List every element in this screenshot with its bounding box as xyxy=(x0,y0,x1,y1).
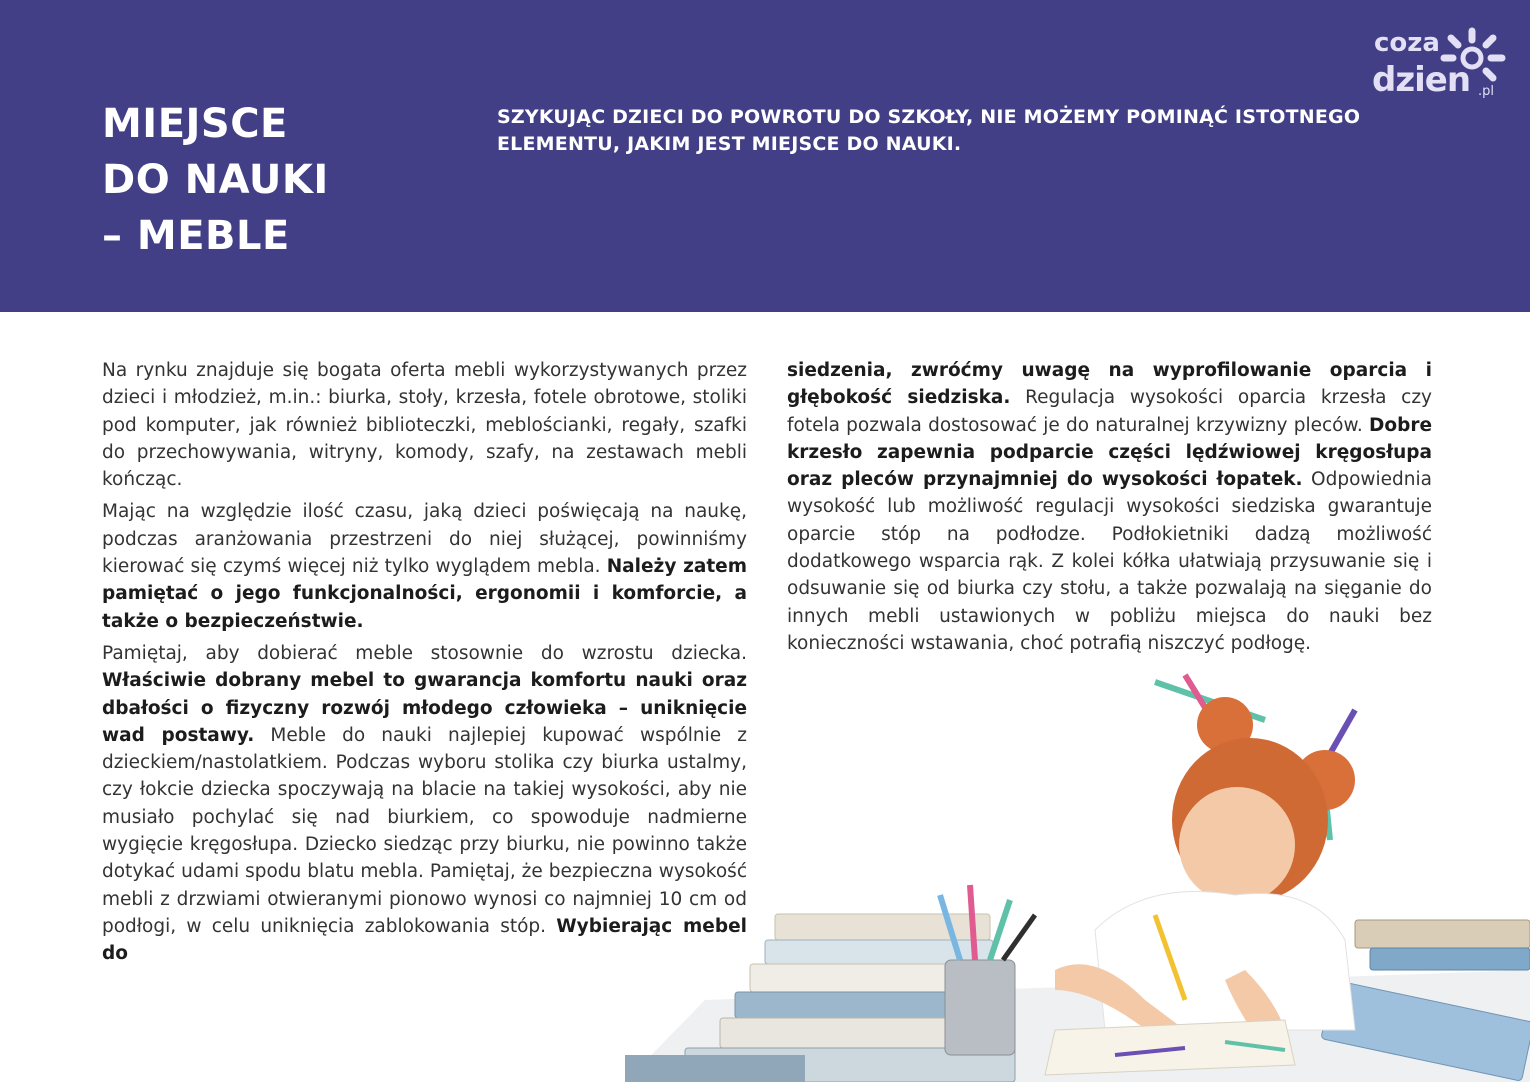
paragraph-2-bold: Należy zatem pamiętać o jego funkcjonalności, ergonomii i komforcie, a także o bezpieczeństwie. xyxy=(102,556,747,632)
logo-text-coza: coza xyxy=(1374,28,1440,58)
paragraph-3-bold-1: Właściwie dobrany mebel to gwarancja komfortu nauki oraz dbałości o fizyczny rozwój młodego człowieka – uniknięcie wad postawy. xyxy=(102,670,747,746)
header-banner xyxy=(0,0,1530,312)
sun-icon xyxy=(1436,26,1508,86)
paragraph-3-text-b: Meble do nauki najlepiej kupować wspólnie z dzieckiem/nastolatkiem. Podczas wyboru stolika czy biurka ustalmy, czy łokcie dziecka spoczywają na blacie na takiej wysokości, aby nie musiało pochylać się nad biurkiem, co spowoduje nadmierne wygięcie kręgosłupa. Dziecko siedząc przy biurku, nie powinno także dotykać udami spodu blatu mebla. Pamiętaj, że bezpieczna wysokość mebli z drzwiami otwieranymi pionowo wynosi co najmniej 10 cm od podłogi, w celu uniknięcia zablokowania stóp. xyxy=(102,724,747,937)
site-logo[interactable] xyxy=(1370,26,1510,106)
paragraph-4-text-1: Regulacja wysokości oparcia krzesła czy fotela pozwala dostosować je do naturalnej krzywizny pleców. xyxy=(787,387,1432,436)
paragraph-1 xyxy=(102,357,747,493)
paragraph-1-text: Na rynku znajduje się bogata oferta mebli wykorzystywanych przez dzieci i młodzież, m.in.: biurka, stoły, krzesła, fotele obrotowe, stoliki pod komputer, jak również biblioteczki, meblościanki, regały, szafki do przechowywania, witryny, komody, szafy, na zestawach mebli kończąc. xyxy=(102,360,747,491)
page-title xyxy=(102,96,329,264)
paragraph-4-bold-1: siedzenia, zwróćmy uwagę na wyprofilowanie oparcia i głębokość siedziska. xyxy=(787,360,1432,409)
title-line-1: MIEJSCE xyxy=(102,101,288,147)
logo-text-dzien: dzien xyxy=(1372,60,1471,100)
paragraph-4-bold-2: Dobre krzesło zapewnia podparcie części lędźwiowej kręgosłupa oraz pleców przynajmniej do wysokości łopatek. xyxy=(787,414,1432,491)
article-column-right xyxy=(787,357,1432,662)
child-studying-photo xyxy=(625,670,1530,1082)
paragraph-3-bold-2: Wybierając mebel do xyxy=(102,915,747,965)
logo-text-suffix: .pl xyxy=(1478,84,1494,99)
blue-box xyxy=(625,1055,805,1082)
paragraph-2-text: Mając na względzie ilość czasu, jaką dzieci poświęcają na naukę, podczas aranżowania przestrzeni do niej służącej, powinniśmy kierować się czymś więcej niż tylko wyglądem mebla. xyxy=(102,501,747,578)
title-line-2: DO NAUKI xyxy=(102,157,329,203)
paragraph-3-text-a: Pamiętaj, aby dobierać meble stosownie do wzrostu dziecka. xyxy=(102,642,747,664)
lead-text: SZYKUJĄC DZIECI DO POWROTU DO SZKOŁY, NIE MOŻEMY POMINĄĆ ISTOTNEGO ELEMENTU, JAKIM JEST MIEJSCE DO NAUKI. xyxy=(497,106,1361,155)
paragraph-4-text-2: Odpowiednia wysokość lub możliwość regulacji wysokości siedziska gwarantuje oparcie stóp na podłodze. Podłokietniki dadzą możliwość dodatkowego wsparcia rąk. Z kolei kółka ułatwiają przysuwanie się i odsuwanie się od biurka czy stołu, a także pozwalają na sięganie do innych mebli ustawionych w pobliżu miejsca do nauki bez konieczności wstawania, choć potrafią niszczyć podłogę. xyxy=(787,469,1432,654)
title-line-3: – MEBLE xyxy=(102,213,290,259)
paragraph-2 xyxy=(102,498,747,634)
paragraph-4 xyxy=(787,357,1432,657)
